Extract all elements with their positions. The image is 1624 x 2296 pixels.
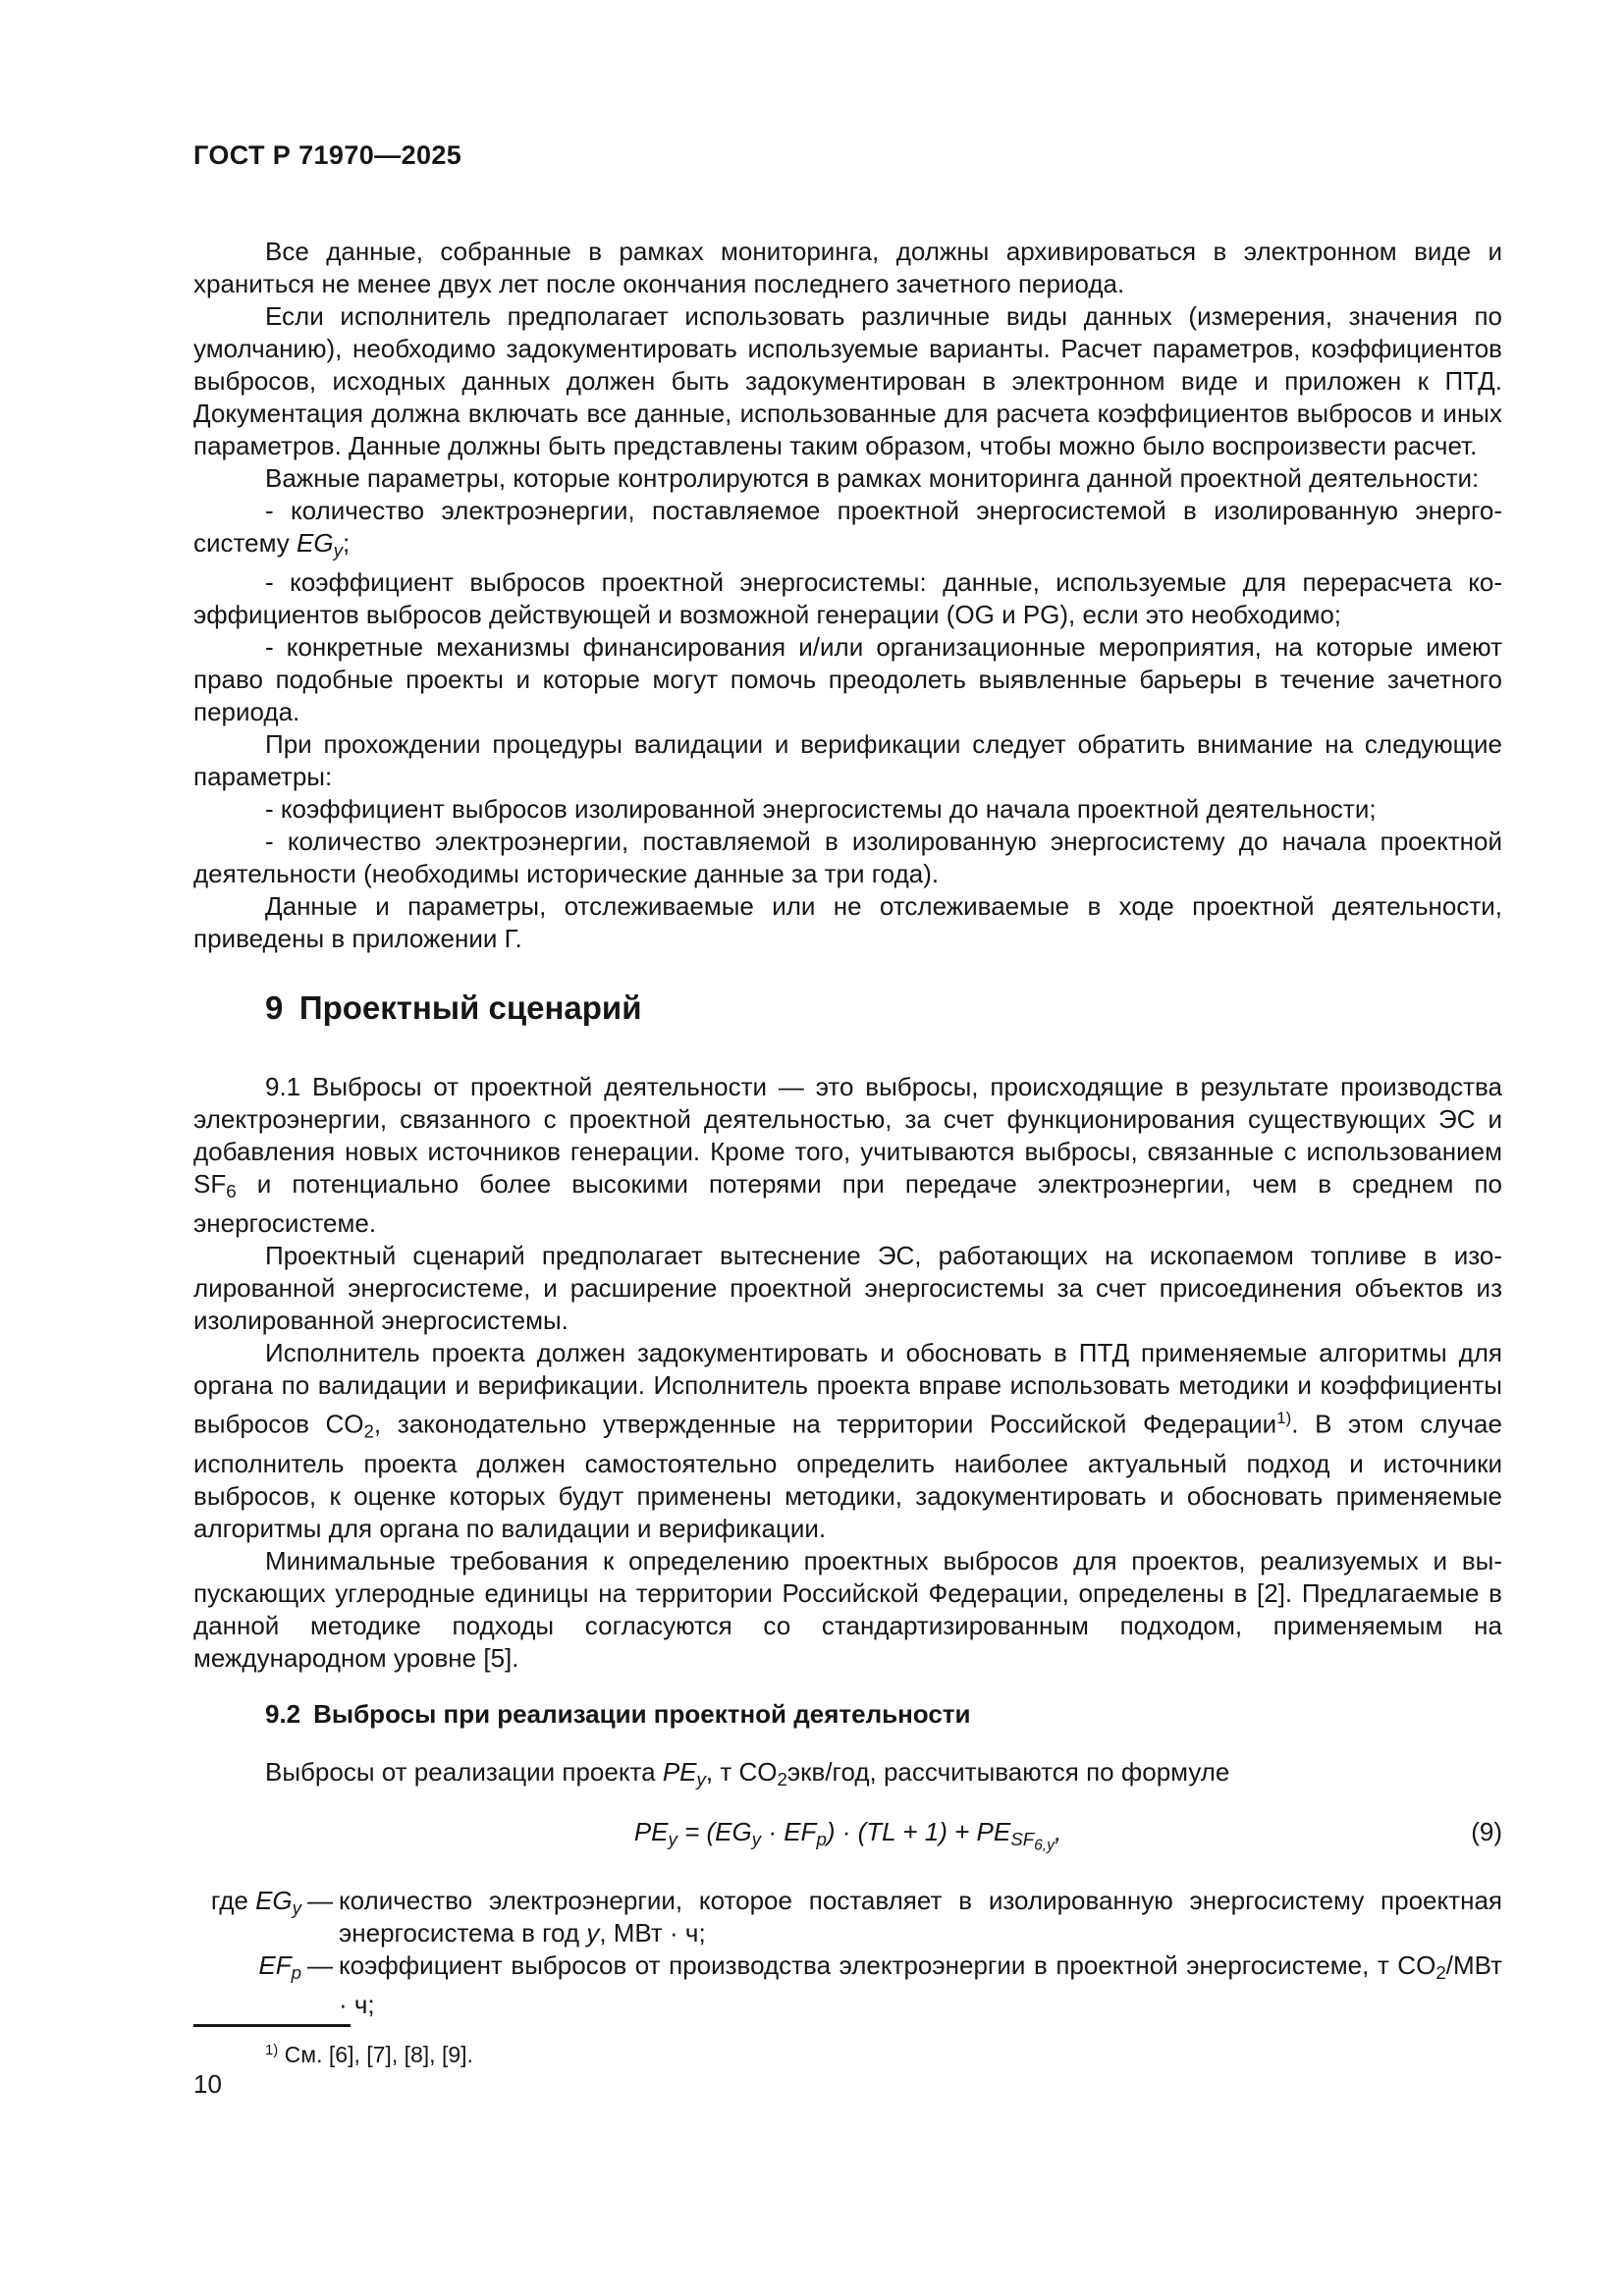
definition-text: коэффициент выбросов от производства электроэнергии в проектной энергосистеме, т $CO_2$/МВт · ч; bbox=[339, 1949, 1502, 2020]
footnote-divider bbox=[193, 2024, 351, 2027]
footnote-text bbox=[193, 2036, 1502, 2069]
definition-term: где $EG_y$ bbox=[210, 1885, 301, 1919]
definition-row bbox=[193, 1885, 1502, 1949]
paragraph-7: При прохождении процедуры валидации и верификации следует обратить внимание на следующие параметры: bbox=[193, 729, 1502, 792]
paragraph-13: Проектный сценарий предполагает вытеснение ЭС, работающих на ископаемом топливе в изолированной энергосистеме, и расширение проектной энергосистемы за счет присоединения объектов из изолированной энергосистемы. bbox=[193, 1241, 1502, 1336]
paragraph-14: Исполнитель проекта должен задокументировать и обосновать в ПТД применяемые алгоритмы для органа по валидации и верификации. Исполнитель проекта вправе использовать методики и коэффициенты выбросов $CO_2$, законодательно утвержденные на территории Российской Федерации$^{1)}$. В этом случае исполнитель проекта должен самостоятельно определить наиболее актуальный подход и источники выбросов, к оценке которых будут применены методики, задокументировать и обосновать применяемые алгоритмы для органа по валидации и верификации. bbox=[193, 1338, 1502, 1543]
formula-number: (9) bbox=[1471, 1817, 1502, 1847]
section-heading: 9 Проектный сценарий bbox=[265, 989, 642, 1027]
paragraph-17: Выбросы от реализации проекта $PE_y$, т $CO_2экв$/год, рассчитываются по формуле bbox=[265, 1756, 1230, 1790]
subsection-heading: 9.2 Выбросы при реализации проектной деятельности bbox=[265, 1698, 971, 1729]
document-body bbox=[193, 236, 1502, 2021]
paragraph-12: 9.1 Выбросы от проектной деятельности — это выбросы, происходящие в результате производства электроэнергии, связанного с проектной деятельностью, за счет функционирования существующих ЭС и добавления новых источников генерации. Кроме того, учитываются выбросы, связанные с использованием $SF_6$ и потенциально более высокими потерями при передаче электроэнергии, чем в среднем по энергосистеме. bbox=[193, 1072, 1502, 1239]
paragraph-2: Если исполнитель предполагает использовать различные виды данных (измерения, значения по умолчанию), необходимо задокументировать используемые варианты. Расчет параметров, коэффициентов выбросов, исходных данных должен быть задокументирован в электронном виде и приложен к ПТД. Документация должна включать все данные, использованные для расчета коэффициентов выбросов и иных параметров. Данные должны быть представлены таким образом, чтобы можно было воспроизвести расчет. bbox=[193, 301, 1502, 460]
definition-term: $EF_p$ bbox=[258, 1949, 301, 1984]
paragraph-8: - коэффициент выбросов изолированной энергосистемы до начала проектной деятельности; bbox=[265, 794, 1377, 825]
document-code: ГОСТ Р 71970—2025 bbox=[193, 140, 462, 170]
page-number: 10 bbox=[193, 2069, 222, 2099]
definition-row bbox=[193, 1949, 1502, 2021]
paragraph-3: Важные параметры, которые контролируются в рамках мониторинга данной проектной деятельности: bbox=[265, 463, 1480, 493]
paragraph-10: Данные и параметры, отслеживаемые или не отслеживаемые в ходе проектной деятельности, приведены в приложении Г. bbox=[193, 891, 1502, 954]
paragraph-6: - конкретные механизмы финансирования и/или организационные мероприятия, на которые имеют право подобные проекты и которые могут помочь преодолеть выявленные барьеры в течение зачетного периода. bbox=[193, 632, 1502, 727]
footnote bbox=[193, 2024, 1502, 2069]
definition-text: количество электроэнергии, которое поставляет в изолированную энергосистему проектная энергосистема в год y, МВт · ч; bbox=[339, 1885, 1502, 1948]
definition-dash: — bbox=[307, 1885, 333, 1915]
paragraph-15: Минимальные требования к определению проектных выбросов для проектов, реализуемых и выпускающих углеродные единицы на территории Российской Федерации, определены в [2]. Предлагаемые в данной методике подходы согласуются со стандартизированным подходом, применяемым на международном уровне [5]. bbox=[193, 1545, 1502, 1673]
formula bbox=[193, 1809, 1502, 1869]
definition-dash: — bbox=[307, 1949, 333, 1980]
footnote-reference-list: См. [6], [7], [8], [9]. bbox=[278, 2042, 473, 2068]
paragraph-9: - количество электроэнергии, поставляемой в изолированную энергосистему до начала проектной деятельности (необходимы исторические данные за три года). bbox=[193, 827, 1502, 889]
paragraph-5: - коэффициент выбросов проектной энергосистемы: данные, используемые для перерасчета коэффициентов выбросов действующей и возможной генерации (OG и PG), если это необходимо; bbox=[193, 567, 1502, 630]
paragraph-4: - количество электроэнергии, поставляемое проектной энергосистемой в изолированную энергосистему $EG_y$; bbox=[193, 496, 1502, 561]
formula-expression: $PE_y = (EG_y \cdot EF_p) \cdot (TL + 1) + PE_{SF6,y}$, bbox=[633, 1817, 1062, 1854]
paragraph-1: Все данные, собранные в рамках мониторинга, должны архивироваться в электронном виде и храниться не менее двух лет после окончания последнего зачетного периода. bbox=[193, 237, 1502, 298]
footnote-marker: 1) bbox=[265, 2042, 279, 2058]
